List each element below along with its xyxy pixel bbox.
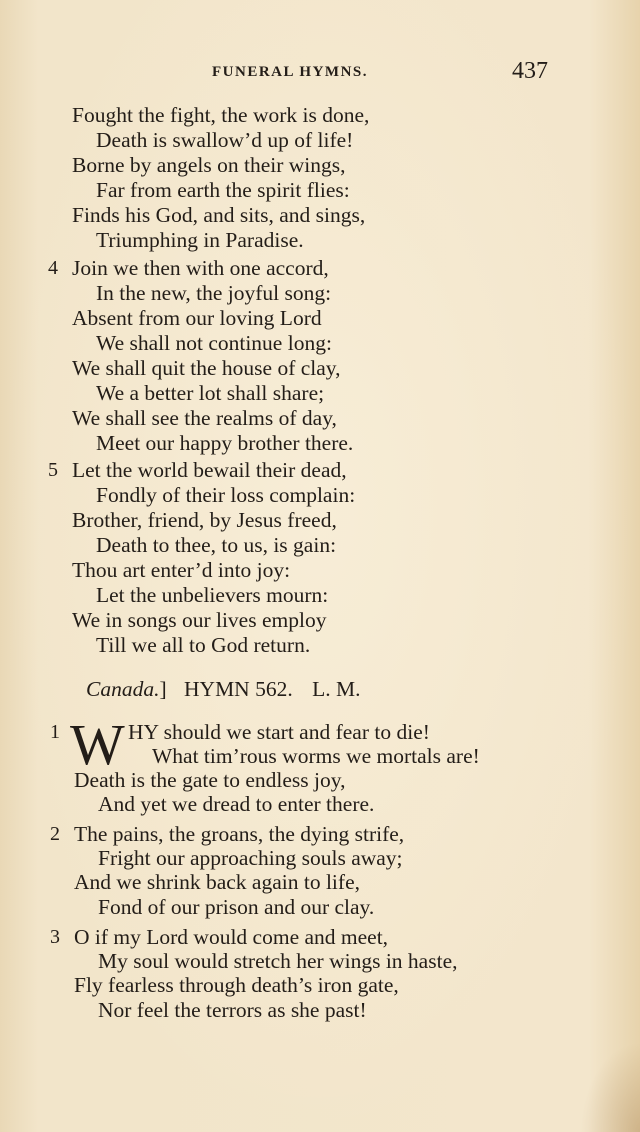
verse-line: Borne by angels on their wings, — [72, 153, 346, 177]
verse-line: Fly fearless through death’s iron gate, — [74, 973, 399, 997]
verse-line: Death to thee, to us, is gain: — [96, 533, 337, 557]
paper-stain — [580, 1042, 640, 1132]
page-number: 437 — [512, 58, 548, 84]
verse-line: We shall see the realms of day, — [72, 406, 337, 430]
verse-line: Absent from our loving Lord — [72, 306, 322, 330]
tune-name: Canada. — [86, 677, 160, 701]
verse-line: Thou art enter’d into joy: — [72, 558, 291, 582]
hymn-meter: L. M. — [312, 677, 361, 701]
verse-line: Fought the fight, the work is done, — [72, 103, 370, 127]
drop-cap: W — [70, 712, 125, 777]
verse-line: We a better lot shall share; — [96, 381, 325, 405]
verse-line: And yet we dread to enter there. — [98, 792, 375, 816]
verse-line: Let the world bewail their dead, — [72, 458, 347, 482]
stanza-number: 4 — [48, 257, 58, 279]
stanza-number: 2 — [50, 823, 60, 845]
verse-line: Meet our happy brother there. — [96, 431, 354, 455]
hymn-heading — [86, 676, 360, 702]
verse-line: Death is the gate to endless joy, — [74, 768, 346, 792]
running-title: FUNERAL HYMNS. — [212, 64, 369, 80]
verse-line: Triumphing in Paradise. — [96, 228, 304, 252]
verse-line: We in songs our lives employ — [72, 608, 327, 632]
verse-line: Fright our approaching souls away; — [98, 846, 403, 870]
verse-line: We shall not continue long: — [96, 331, 332, 355]
verse-line: The pains, the groans, the dying strife, — [74, 822, 405, 846]
verse-line: And we shrink back again to life, — [74, 870, 360, 894]
verse-line: Join we then with one accord, — [72, 256, 329, 280]
verse-line: Death is swallow’d up of life! — [96, 128, 354, 152]
page-header — [0, 58, 640, 92]
verse-line: Finds his God, and sits, and sings, — [72, 203, 366, 227]
verse-line: Brother, friend, by Jesus freed, — [72, 508, 337, 532]
verse-line: In the new, the joyful song: — [96, 281, 332, 305]
hymn-title: HYMN 562. — [184, 677, 293, 701]
tune-bracket: ] — [159, 677, 167, 701]
stanza-number: 1 — [50, 721, 60, 743]
stanza-number: 3 — [50, 926, 60, 948]
verse-line: Nor feel the terrors as she past! — [98, 998, 367, 1022]
verse-line: Let the unbelievers mourn: — [96, 583, 329, 607]
stanza-number: 5 — [48, 459, 58, 481]
verse-line: Far from earth the spirit flies: — [96, 178, 350, 202]
verse-line: My soul would stretch her wings in haste, — [98, 949, 458, 973]
verse-line: What tim’rous worms we mortals are! — [152, 744, 480, 768]
verse-line: We shall quit the house of clay, — [72, 356, 341, 380]
verse-line: O if my Lord would come and meet, — [74, 925, 389, 949]
verse-line: Till we all to God return. — [96, 633, 311, 657]
verse-line: HY should we start and fear to die! — [128, 720, 430, 744]
verse-line: Fond of our prison and our clay. — [98, 895, 375, 919]
verse-line: Fondly of their loss complain: — [96, 483, 356, 507]
